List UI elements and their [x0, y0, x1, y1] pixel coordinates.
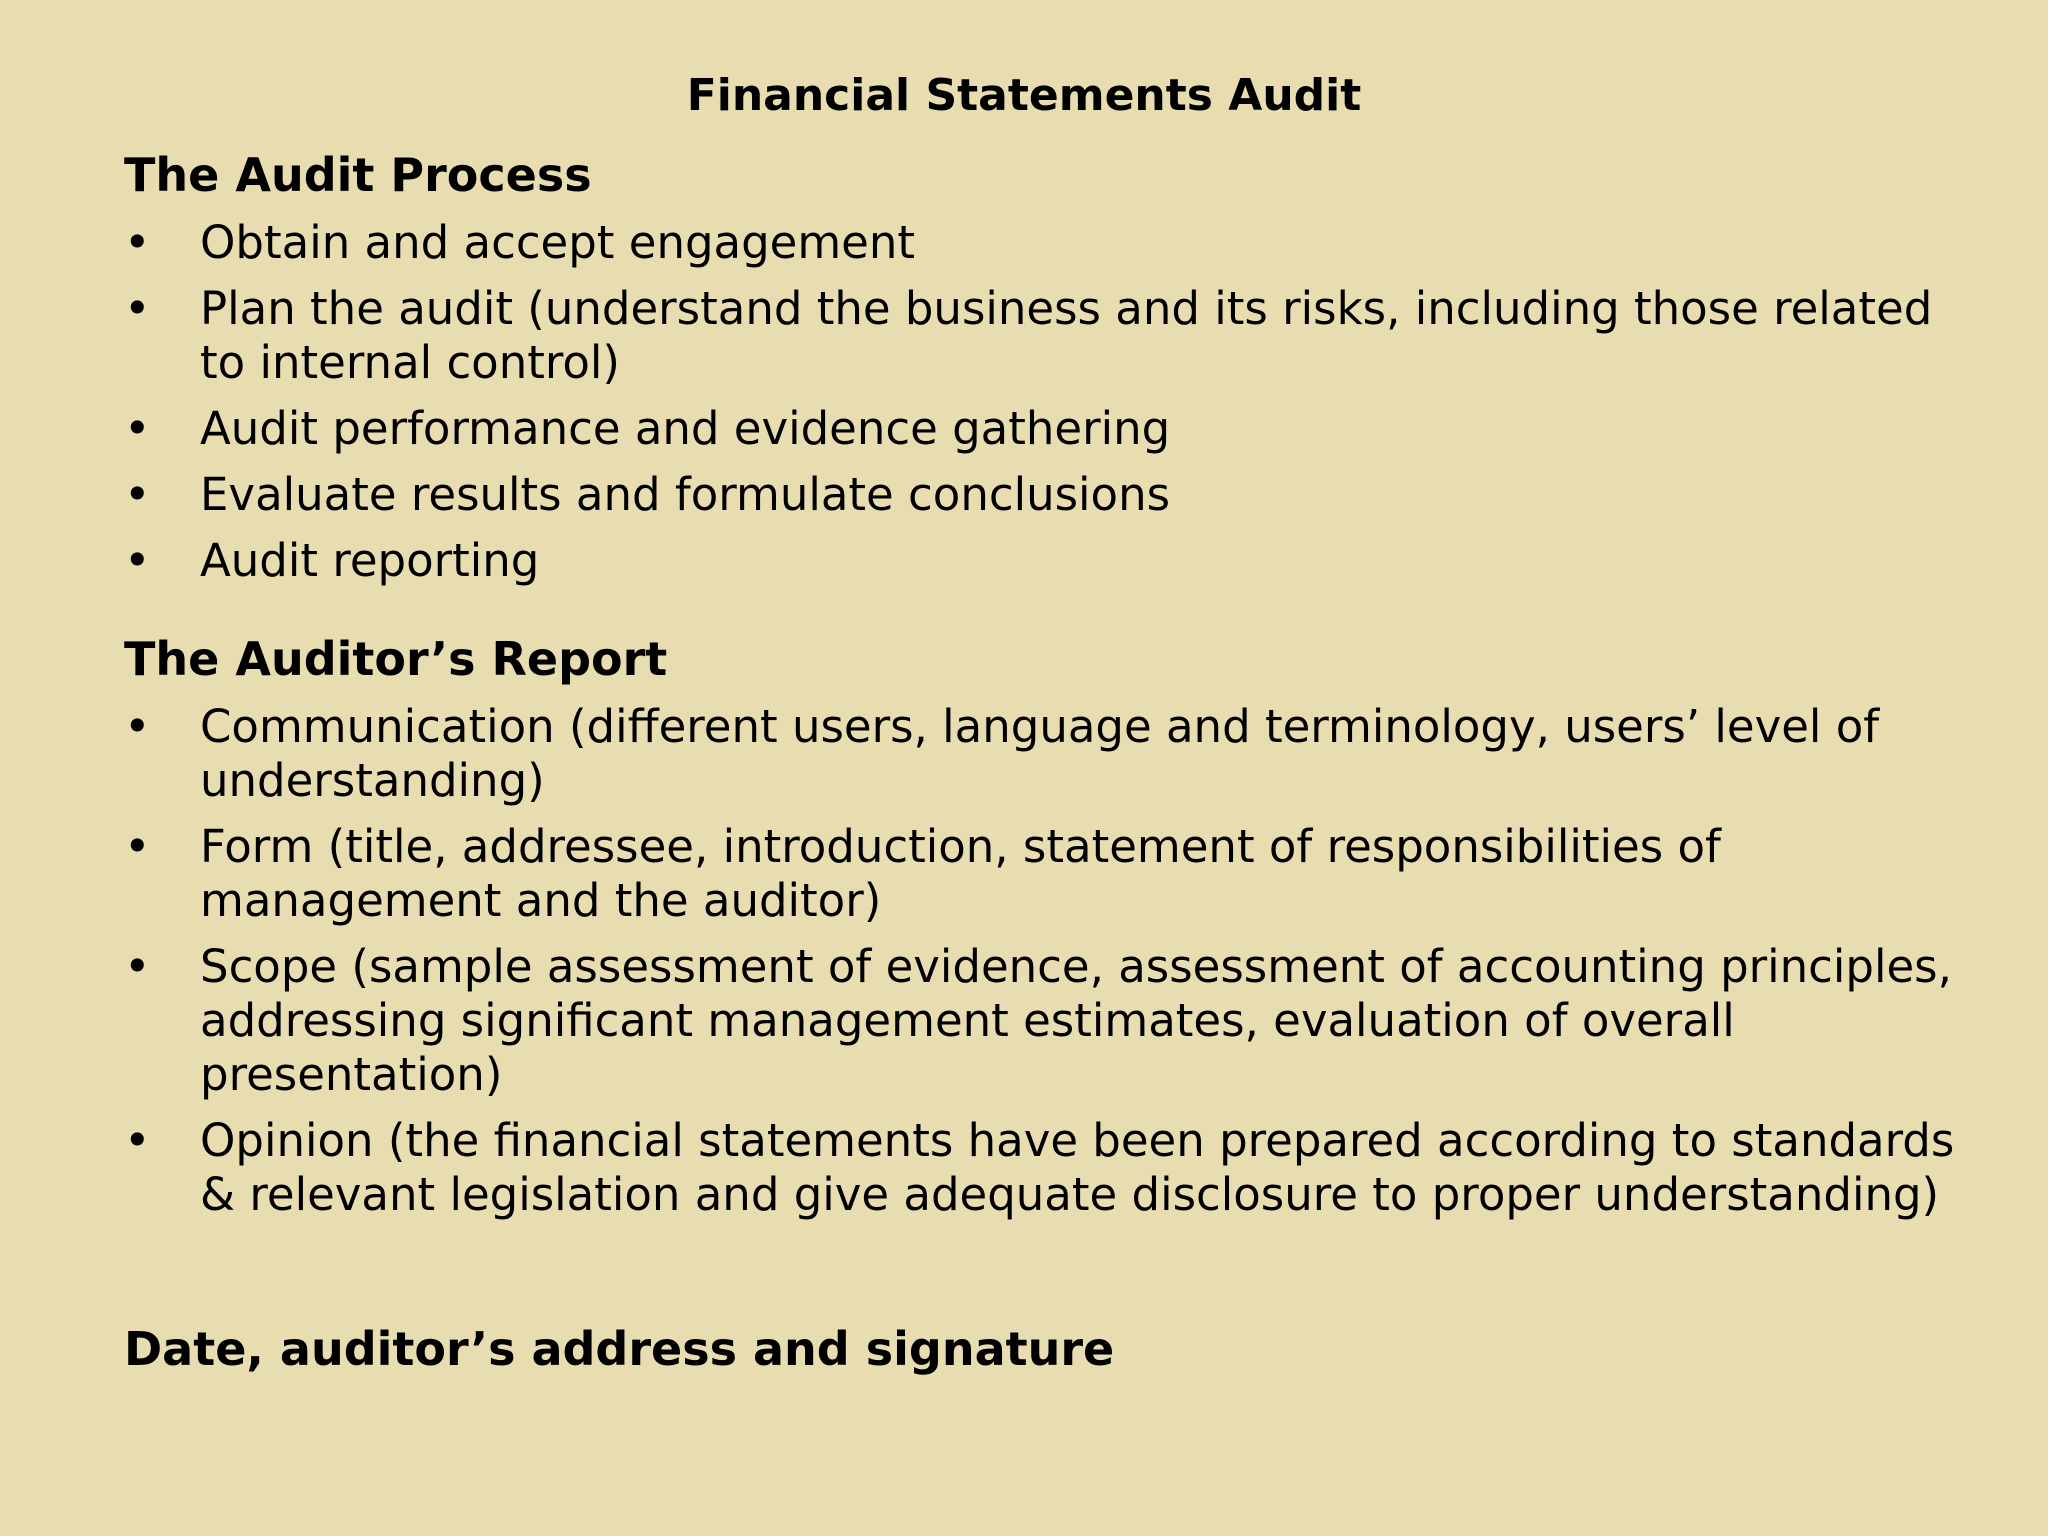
list-item: • Obtain and accept engagement: [124, 216, 916, 269]
bullet-icon: •: [124, 534, 151, 587]
list-item: • Opinion (the financial statements have been prepared according to standards & relevant legislation and give adequate disclosure to proper understanding): [124, 1114, 1955, 1221]
bullet-icon: •: [124, 282, 151, 335]
section-heading-audit-process: The Audit Process: [124, 148, 592, 202]
section-heading-date-address-signature: Date, auditor’s address and signature: [124, 1322, 1115, 1376]
bullet-icon: •: [124, 216, 151, 269]
list-item: • Audit reporting: [124, 534, 540, 587]
list-item: • Audit performance and evidence gathering: [124, 402, 1171, 455]
list-item: • Plan the audit (understand the business and its risks, including those related to internal control): [124, 282, 1933, 389]
bullet-icon: •: [124, 1114, 151, 1167]
bullet-icon: •: [124, 468, 151, 521]
list-item: • Evaluate results and formulate conclusions: [124, 468, 1171, 521]
bullet-icon: •: [124, 940, 151, 993]
bullet-icon: •: [124, 700, 151, 753]
bullet-icon: •: [124, 402, 151, 455]
section-heading-auditors-report: The Auditor’s Report: [124, 632, 668, 686]
slide-title: Financial Statements Audit: [686, 70, 1362, 121]
audit-process-list: [124, 216, 1984, 588]
list-item: • Communication (different users, language and terminology, users’ level of understanding): [124, 700, 1880, 807]
bullet-icon: •: [124, 820, 151, 873]
list-item: • Scope (sample assessment of evidence, assessment of accounting principles, addressing significant management estimates, evaluation of overall presentation): [124, 940, 1952, 1101]
auditors-report-list: [124, 700, 1984, 1222]
list-item: • Form (title, addressee, introduction, statement of responsibilities of management and the auditor): [124, 820, 1721, 927]
